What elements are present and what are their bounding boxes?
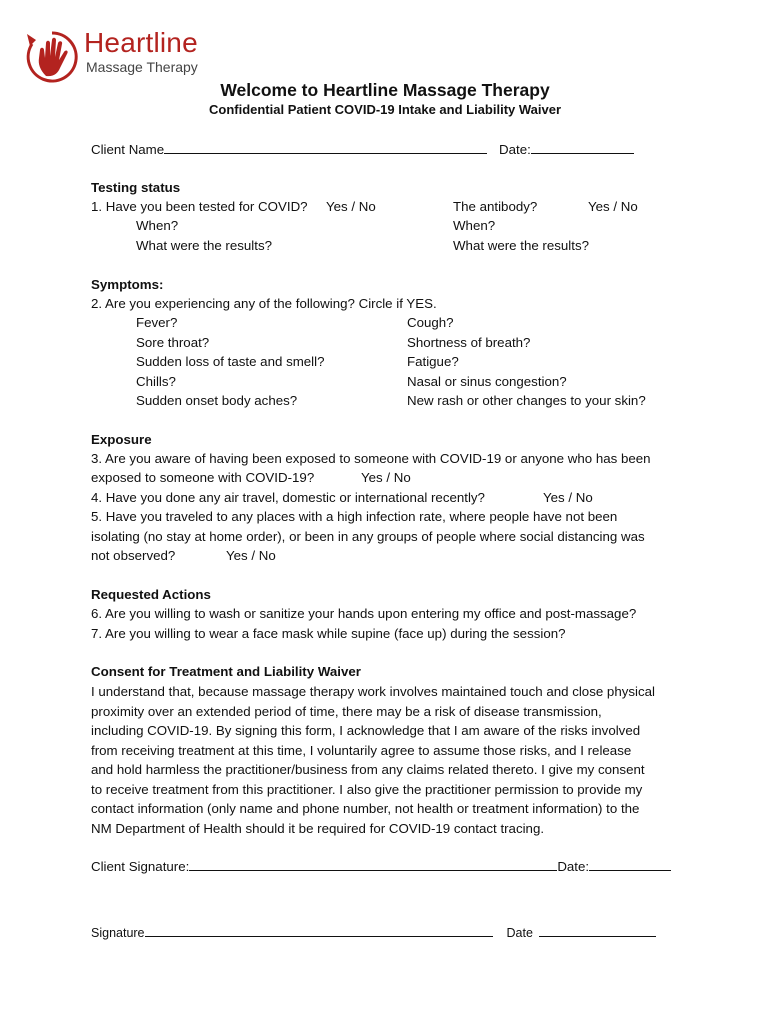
- signature-label: Signature: [91, 926, 145, 940]
- exposure-heading: Exposure: [91, 432, 152, 447]
- page-title: Welcome to Heartline Massage Therapy: [220, 80, 550, 100]
- client-date-line: [531, 140, 634, 154]
- q5-answer[interactable]: Yes / No: [226, 548, 276, 563]
- q1-when: When?: [136, 218, 179, 233]
- client-signature-date-line: [589, 857, 671, 871]
- q5-line2: isolating (no stay at home order), or been in any groups of people where social distancing was: [91, 529, 645, 544]
- consent-heading: Consent for Treatment and Liability Waiver: [91, 664, 361, 679]
- antibody-results: What were the results?: [453, 238, 589, 253]
- q1-answer[interactable]: Yes / No: [326, 199, 376, 214]
- consent-line: and hold harmless the practitioner/business from any claims related thereto. I give my consent: [91, 762, 645, 777]
- logo-subtitle: Massage Therapy: [86, 59, 198, 75]
- client-date-label: Date:: [499, 142, 531, 157]
- client-name-line: [164, 140, 487, 154]
- antibody-when: When?: [453, 218, 496, 233]
- requested-heading: Requested Actions: [91, 587, 211, 602]
- consent-line: NM Department of Health should it be required for COVID-19 contact tracing.: [91, 820, 545, 836]
- symptom-nasal-congestion[interactable]: Nasal or sinus congestion?: [407, 374, 567, 389]
- client-signature-field[interactable]: [91, 857, 671, 877]
- client-name-field[interactable]: [91, 140, 487, 160]
- q4-text: 4. Have you done any air travel, domestic or international recently?: [91, 490, 485, 505]
- consent-line: to receive treatment from this practitioner. I also give the practitioner permission to provide my: [91, 781, 643, 797]
- q1-results: What were the results?: [136, 238, 272, 253]
- symptoms-heading: Symptoms:: [91, 277, 164, 292]
- symptom-shortness-breath[interactable]: Shortness of breath?: [407, 335, 531, 350]
- signature-date-line: [539, 924, 656, 937]
- client-signature-date-label: Date:: [557, 859, 590, 874]
- consent-line: from receiving treatment at this time, I voluntarily agree to assume those risks, and I release: [91, 742, 632, 758]
- heartline-hand-logo-icon: [22, 28, 82, 86]
- consent-line: proximity over an extended period of time, there may be a risk of disease transmission,: [91, 703, 602, 719]
- symptom-fatigue[interactable]: Fatigue?: [407, 354, 459, 369]
- q4-answer[interactable]: Yes / No: [543, 490, 593, 505]
- symptom-body-aches[interactable]: Sudden onset body aches?: [136, 393, 298, 408]
- q5-line1: 5. Have you traveled to any places with a high infection rate, where people have not been: [91, 509, 618, 524]
- consent-line: I understand that, because massage therapy work involves maintained touch and close physical: [91, 684, 655, 699]
- symptom-taste-smell[interactable]: Sudden loss of taste and smell?: [136, 354, 325, 369]
- client-date-field[interactable]: [499, 140, 634, 160]
- q2-text: 2. Are you experiencing any of the following? Circle if YES.: [91, 296, 437, 311]
- consent-line: including COVID-19. By signing this form, I acknowledge that I am aware of the risks involved: [91, 723, 641, 738]
- symptom-fever[interactable]: Fever?: [136, 315, 178, 330]
- symptom-sore-throat[interactable]: Sore throat?: [136, 335, 210, 350]
- antibody-text: The antibody?: [453, 199, 538, 214]
- consent-paragraph: [91, 682, 655, 838]
- q6-text: 6. Are you willing to wash or sanitize your hands upon entering my office and post-massage?: [91, 606, 637, 621]
- q3-answer[interactable]: Yes / No: [361, 470, 411, 485]
- symptom-skin-changes[interactable]: New rash or other changes to your skin?: [407, 393, 646, 408]
- practitioner-signature-field[interactable]: [91, 924, 656, 942]
- page-subtitle: Confidential Patient COVID-19 Intake and Liability Waiver: [208, 102, 562, 117]
- client-name-label: Client Name: [91, 142, 165, 157]
- testing-heading: Testing status: [91, 180, 181, 195]
- antibody-answer[interactable]: Yes / No: [588, 199, 638, 214]
- symptom-chills[interactable]: Chills?: [136, 374, 176, 389]
- q1-text: 1. Have you been tested for COVID?: [91, 199, 308, 214]
- signature-line: [145, 924, 493, 937]
- symptom-cough[interactable]: Cough?: [407, 315, 454, 330]
- logo-name: Heartline: [84, 27, 198, 58]
- client-signature-line: [189, 857, 557, 871]
- signature-date-label: Date: [506, 926, 533, 940]
- q7-text: 7. Are you willing to wear a face mask while supine (face up) during the session?: [91, 626, 566, 641]
- q5-line3: not observed?: [91, 548, 176, 563]
- consent-line: contact information (only name and phone number, not health or treatment information) to the: [91, 801, 640, 816]
- client-signature-label: Client Signature:: [91, 859, 190, 874]
- q3-line2: exposed to someone with COVID-19?: [91, 470, 315, 485]
- q3-line1: 3. Are you aware of having been exposed to someone with COVID-19 or anyone who has been: [91, 451, 651, 466]
